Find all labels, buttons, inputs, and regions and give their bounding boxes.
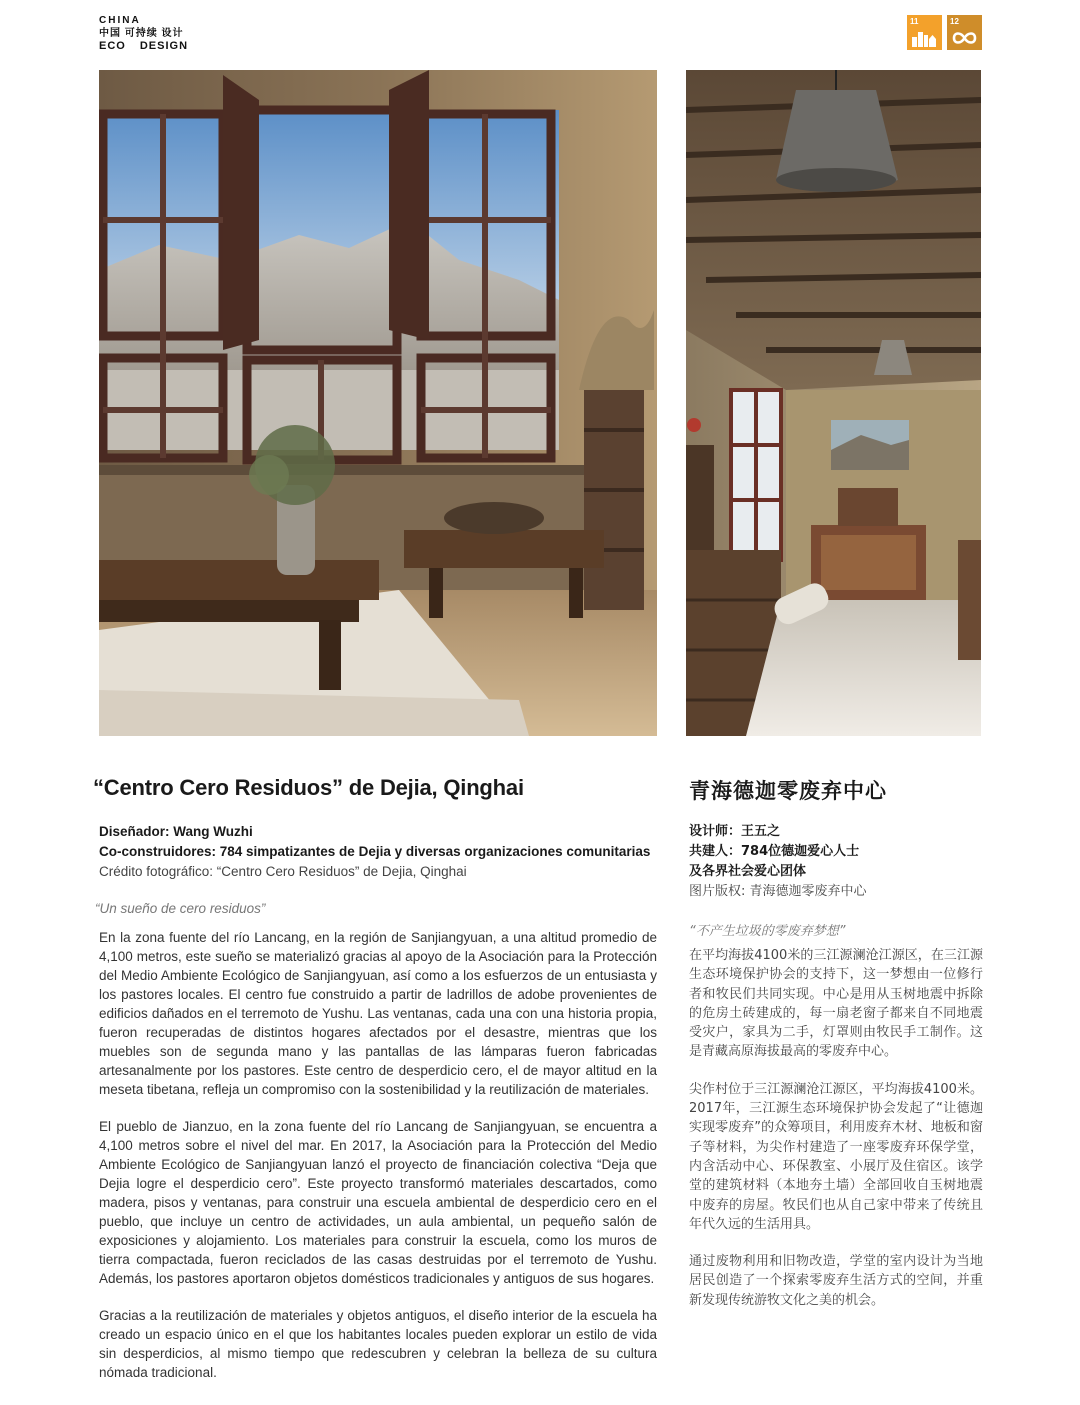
brand-line-eco-design [99,40,188,53]
sdg-badge-11 [907,15,942,50]
interior-window-mountain-photo [99,70,657,736]
chinese-photo-credit: 图片版权: 青海德迦零废弃中心 [689,884,867,899]
sdg-number: 11 [910,17,919,26]
chinese-co-builders: 共建人：784位德迦爱心人士 [689,844,860,859]
spanish-paragraph: En la zona fuente del río Lancang, en la región de Sanjiangyuan, a una altitud promedio de 4,100 metros, este sueño se materializó gracias al apoyo de la Asociación para la Protección del Medio Ambiente Ecológico de Sanjiangyuan, así como a los esfuerzos de un entusiasta y los pastores locales. El centro fue construido a partir de ladrillos de adobe provenientes de edificios dañados en el terremoto de Yushu. Las ventanas, cada una con una historia propia, fueron recuperadas de distintos hogares afectados por el desastre, mientras que los muebles son de segunda mano y las pantallas de las lámparas fueron fabricadas artesanalmente por los pastores. Este centro de desperdicio cero, el de mayor altitud en la meseta tibetana, refleja un compromiso con la sostenibilidad y la reutilización de materiales. [99,930,657,1097]
interior-room-wooden-ceiling-photo [686,70,981,736]
spanish-title: “Centro Cero Residuos” de Dejia, Qinghai [93,775,524,800]
chinese-body [689,946,983,1328]
chinese-subtitle: “不产生垃圾的零废弃梦想” [689,924,846,939]
brand-logo [99,14,188,53]
chinese-credits [689,822,989,902]
chinese-designer: 设计师：王五之 [689,824,781,839]
spanish-paragraph: El pueblo de Jianzuo, en la zona fuente del río Lancang de Sanjiangyuan, se encuentra a 4,100 metros sobre el nivel del mar. En 2017, la Asociación para la Protección del Medio Ambiente Ecológico de Sanjiangyuan lanzó el proyecto de financiación colectiva “Deja que Dejia logre el desperdicio cero”. Este proyecto transformó materiales descartados, como madera, pisos y ventanas, para construir una escuela ambiental de desperdicio cero en el pueblo, que incluye un centro de actividades, un aula ambiental, un pequeño salón de exposiciones y alojamiento. Los materiales para construir la escuela, como los muros de tierra compactada, fueron reciclados de las casas destruidas por el terremoto de Yushu. Además, los pastores aportaron objetos domésticos tradicionales y antiguos de sus hogares. [99,1119,657,1286]
spanish-body [99,928,657,1400]
brand-line-chinese: 中国 可持续 设计 [99,28,184,39]
chinese-title: 青海德迦零废弃中心 [689,779,887,803]
brand-line-china: CHINA [99,15,141,26]
infinity-loop-icon [951,29,978,47]
sdg-number: 12 [950,17,959,26]
chinese-co-builders-cont: 及各界社会爱心团体 [689,864,807,879]
spanish-co-builders: Co-construidores: 784 simpatizantes de Dejia y diversas organizaciones comunitarias [99,844,651,859]
chinese-paragraph: 通过废物利用和旧物改造，学堂的室内设计为当地居民创造了一个探索零废弃生活方式的空间，并重新发现传统游牧文化之美的机会。 [689,1254,983,1308]
spanish-subtitle: “Un sueño de cero residuos” [95,901,266,916]
city-buildings-icon [911,29,938,47]
chinese-paragraph: 尖作村位于三江源澜沧江源区，平均海拔4100米。2017年，三江源生态环境保护协会发起了“让德迦实现零废弃”的众筹项目，利用废弃木材、地板和窗子等材料，为尖作村建造了一座零废弃环保学堂，内含活动中心、环保教室、小展厅及住宿区。该学堂的建筑材料（本地夯土墙）全部回收自玉树地震中废弃的房屋。牧民们也从自己家中带来了传统且年代久远的生活用具。 [689,1081,983,1232]
chinese-paragraph: 在平均海拔4100米的三江源澜沧江源区，在三江源生态环境保护协会的支持下，这一梦想由一位修行者和牧民们共同实现。中心是用从玉树地震中拆除的危房土砖建成的，每一扇老窗子都来自不同地震受灾户，家具为二手，灯罩则由牧民手工制作。这是青藏高原海拔最高的零废弃中心。 [689,948,983,1060]
spanish-designer: Diseñador: Wang Wuzhi [99,824,253,839]
brand-word-eco: ECO [99,40,126,52]
brand-word-design: DESIGN [139,40,189,52]
sdg-badge-12 [947,15,982,50]
spanish-photo-credit: Crédito fotográfico: “Centro Cero Residuos” de Dejia, Qinghai [99,864,467,879]
spanish-paragraph: Gracias a la reutilización de materiales y objetos antiguos, el diseño interior de la escuela ha creado un espacio único en el que los habitantes locales pueden explorar un estilo de vida sin desperdicios, al mismo tiempo que redescubren y celebran la belleza de su cultura nómada tradicional. [99,1308,657,1380]
spanish-credits [99,822,669,882]
